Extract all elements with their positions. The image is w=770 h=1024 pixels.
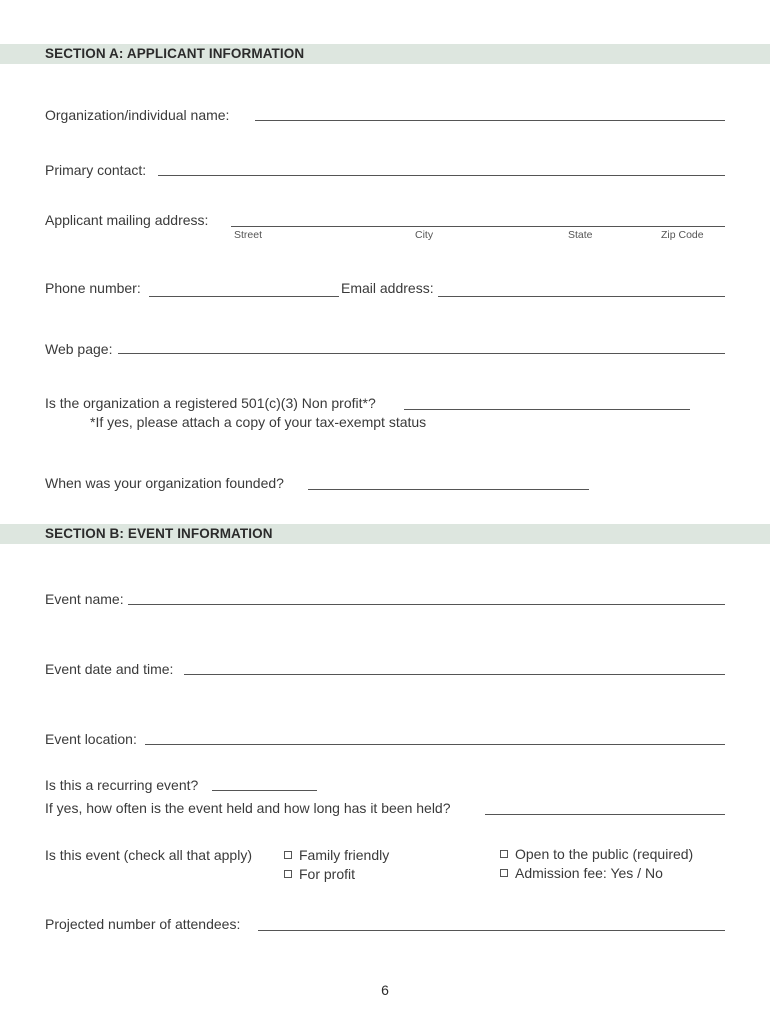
- open-to-public-label: Open to the public (required): [515, 846, 694, 862]
- web-page-label: Web page:: [45, 341, 113, 357]
- for-profit-checkbox[interactable]: [284, 870, 292, 878]
- attendees-label: Projected number of attendees:: [45, 916, 241, 932]
- for-profit-label: For profit: [299, 866, 356, 882]
- event-location-field[interactable]: [145, 744, 725, 745]
- nonprofit-question: Is the organization a registered 501(c)(3) Non profit*?: [45, 395, 376, 411]
- section-a-title: SECTION A: APPLICANT INFORMATION: [45, 46, 305, 61]
- recurring-question: Is this a recurring event?: [45, 777, 199, 793]
- page-number: 6: [381, 982, 389, 998]
- section-a-header: [0, 44, 770, 64]
- address-street-caption: Street: [234, 229, 263, 241]
- event-date-field[interactable]: [184, 674, 725, 675]
- phone-field[interactable]: [149, 296, 339, 297]
- family-friendly-checkbox[interactable]: [284, 851, 292, 859]
- primary-contact-label: Primary contact:: [45, 162, 147, 178]
- recurring-followup-field[interactable]: [485, 814, 725, 815]
- founded-question: When was your organization founded?: [45, 475, 284, 491]
- email-label: Email address:: [341, 280, 434, 296]
- address-city-caption: City: [415, 229, 434, 241]
- attendees-field[interactable]: [258, 930, 725, 931]
- event-name-label: Event name:: [45, 591, 124, 607]
- section-b-title: SECTION B: EVENT INFORMATION: [45, 526, 273, 541]
- email-field[interactable]: [438, 296, 725, 297]
- event-location-label: Event location:: [45, 731, 137, 747]
- address-zip-caption: Zip Code: [661, 229, 704, 241]
- mailing-address-field[interactable]: [231, 226, 725, 227]
- option-family-friendly[interactable]: [284, 847, 389, 863]
- web-page-field[interactable]: [118, 353, 725, 354]
- nonprofit-field[interactable]: [404, 409, 690, 410]
- primary-contact-field[interactable]: [158, 175, 725, 176]
- option-open-to-public[interactable]: [500, 846, 693, 862]
- event-date-label: Event date and time:: [45, 661, 174, 677]
- event-name-field[interactable]: [128, 604, 725, 605]
- recurring-field[interactable]: [212, 790, 317, 791]
- nonprofit-note: *If yes, please attach a copy of your tax-exempt status: [90, 414, 427, 430]
- check-all-label: Is this event (check all that apply): [45, 847, 252, 863]
- admission-fee-checkbox[interactable]: [500, 869, 508, 877]
- org-name-label: Organization/individual name:: [45, 107, 230, 123]
- admission-fee-label: Admission fee: Yes / No: [515, 865, 663, 881]
- recurring-followup: If yes, how often is the event held and how long has it been held?: [45, 800, 451, 816]
- family-friendly-label: Family friendly: [299, 847, 390, 863]
- section-b-header: [0, 524, 770, 544]
- option-admission-fee[interactable]: [500, 865, 663, 881]
- mailing-address-label: Applicant mailing address:: [45, 212, 209, 228]
- founded-field[interactable]: [308, 489, 589, 490]
- phone-label: Phone number:: [45, 280, 141, 296]
- option-for-profit[interactable]: [284, 866, 355, 882]
- org-name-field[interactable]: [255, 120, 725, 121]
- open-to-public-checkbox[interactable]: [500, 850, 508, 858]
- address-state-caption: State: [568, 229, 593, 241]
